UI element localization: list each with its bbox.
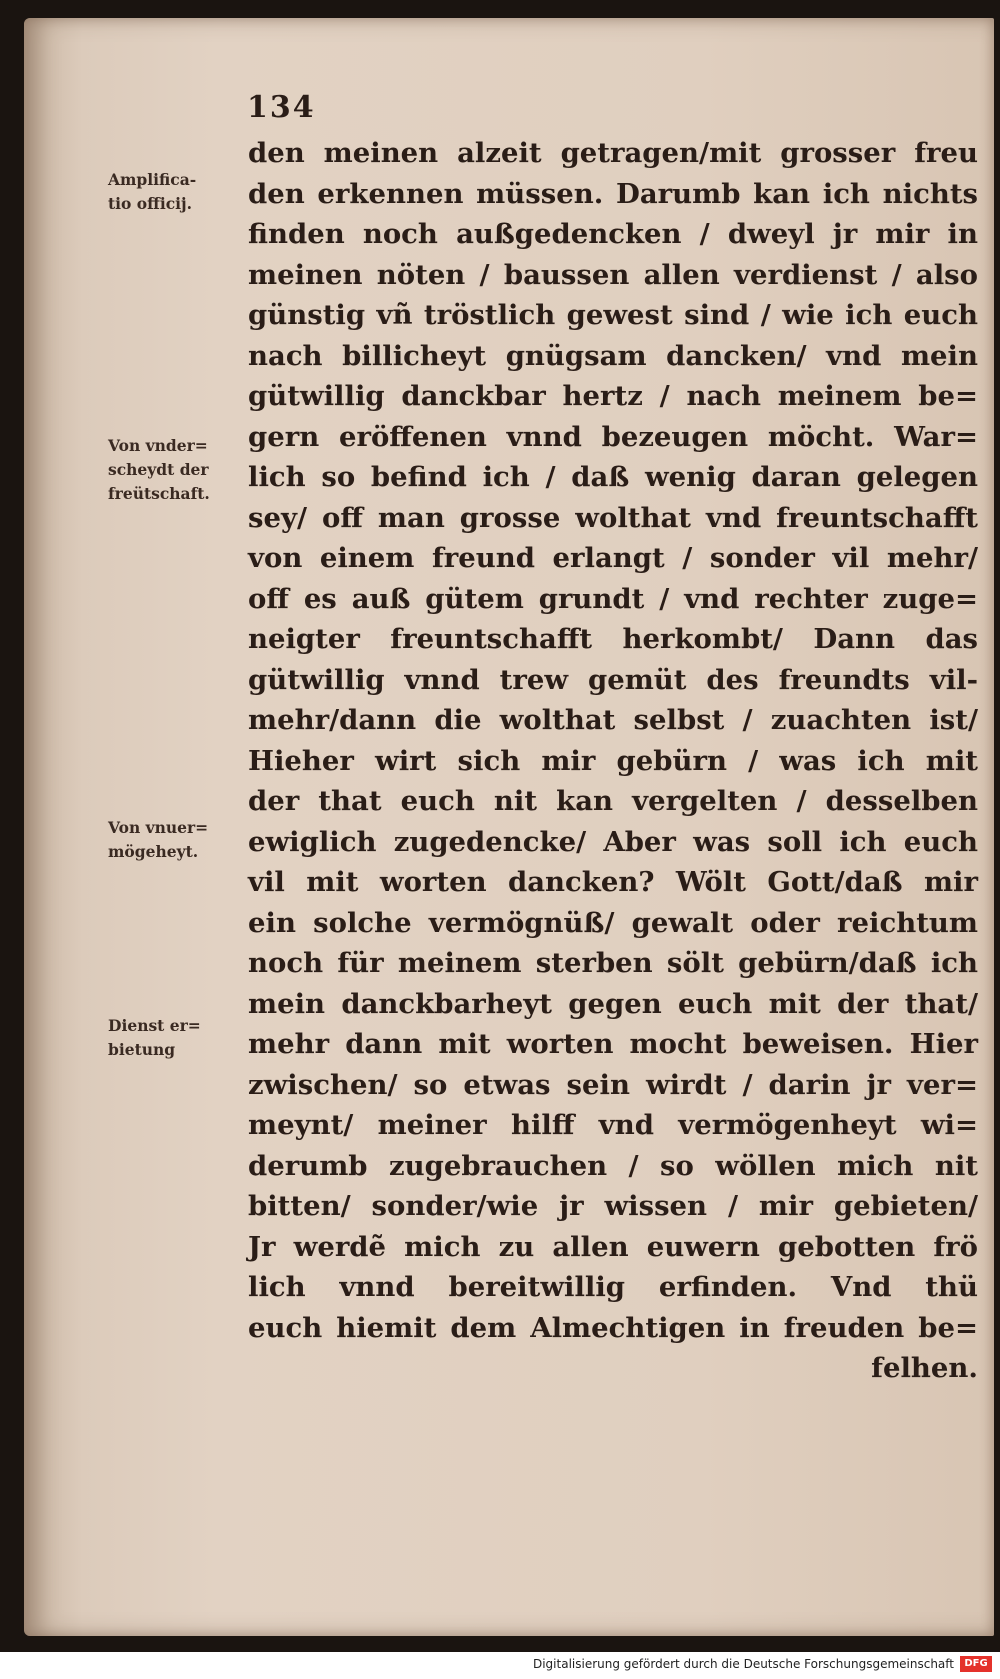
text-line: gütwillig danckbar hertz / nach meinem be=: [248, 380, 978, 412]
main-text-block: [248, 133, 978, 1389]
text-line: den erkennen müssen. Darumb kan ich nichts: [248, 177, 978, 210]
margin-note-line: bietung: [108, 1040, 176, 1059]
text-line: ein solche vermögnüß/ gewalt oder reichtum: [248, 906, 978, 939]
text-line: günstig vñ tröstlich gewest sind / wie ich euch: [248, 299, 978, 331]
margin-note-line: Amplifica-: [108, 170, 197, 189]
text-line: mein danckbarheyt gegen euch mit der that/: [248, 987, 978, 1020]
margin-note-dienst: [108, 1014, 248, 1062]
funding-credit: Digitalisierung gefördert durch die Deutsche Forschungsgemeinschaft: [532, 1657, 954, 1671]
text-line: Hieher wirt sich mir gebürn / was ich mit: [248, 744, 978, 777]
text-line: meinen nöten / baussen allen verdienst / also: [248, 258, 978, 291]
text-line: neigter freuntschafft herkombt/ Dann das: [248, 623, 978, 655]
footer: [0, 1652, 1000, 1679]
margin-note-line: Von vnuer=: [108, 818, 209, 837]
text-line: zwischen/ so etwas sein wirdt / darin jr ver=: [248, 1068, 978, 1101]
text-line: meynt/ meiner hilff vnd vermögenheyt wi=: [248, 1109, 978, 1141]
text-line: derumb zugebrauchen / so wöllen mich nit: [248, 1149, 978, 1182]
margin-note-line: mögeheyt.: [108, 842, 199, 861]
margin-note-amplificatio: [108, 168, 248, 216]
text-line: lich so befind ich / daß wenig daran gelegen: [248, 461, 978, 493]
text-line: sey/ off man grosse wolthat vnd freuntschafft: [248, 501, 978, 534]
text-line: Jr werdẽ mich zu allen euwern gebotten frö: [248, 1230, 978, 1263]
text-line: von einem freund erlangt / sonder vil mehr/: [248, 542, 978, 574]
margin-note-line: scheydt der: [108, 460, 209, 479]
margin-note-line: freütschaft.: [108, 484, 210, 503]
text-line: gütwillig vnnd trew gemüt des freundts vil-: [248, 663, 978, 696]
dfg-logo: DFG: [960, 1656, 992, 1672]
text-line: mehr dann mit worten mocht beweisen. Hier: [248, 1028, 978, 1060]
text-line: lich vnnd bereitwillig erfinden. Vnd thü: [248, 1271, 978, 1303]
margin-note-unvermoegen: [108, 816, 248, 864]
text-line: ewiglich zugedencke/ Aber was soll ich euch: [248, 825, 978, 858]
text-line: der that euch nit kan vergelten / desselben: [248, 785, 978, 817]
text-line: finden noch außgedencken / dweyl jr mir in: [248, 218, 978, 250]
text-line: noch für meinem sterben sölt gebürn/daß ich: [248, 947, 978, 979]
text-line: euch hiemit dem Almechtigen in freuden be=: [248, 1311, 978, 1344]
page-number: 134: [247, 90, 316, 125]
text-line: gern eröffenen vnnd bezeugen möcht. War=: [248, 420, 978, 453]
text-line: vil mit worten dancken? Wölt Gott/daß mir: [248, 866, 978, 898]
text-line: felhen.: [871, 1352, 978, 1384]
margin-note-line: Von vnder=: [108, 436, 208, 455]
margin-note-line: Dienst er=: [108, 1016, 201, 1035]
text-line: mehr/dann die wolthat selbst / zuachten ist/: [248, 704, 978, 736]
text-line: nach billicheyt gnügsam dancken/ vnd mein: [248, 339, 978, 372]
margin-note-line: tio officij.: [108, 194, 193, 213]
text-line: bitten/ sonder/wie jr wissen / mir gebieten/: [248, 1190, 978, 1222]
text-line: den meinen alzeit getragen/mit grosser freu: [248, 137, 978, 169]
text-line: off es auß gütem grundt / vnd rechter zuge=: [248, 582, 978, 615]
margin-note-unterscheid: [108, 434, 248, 506]
